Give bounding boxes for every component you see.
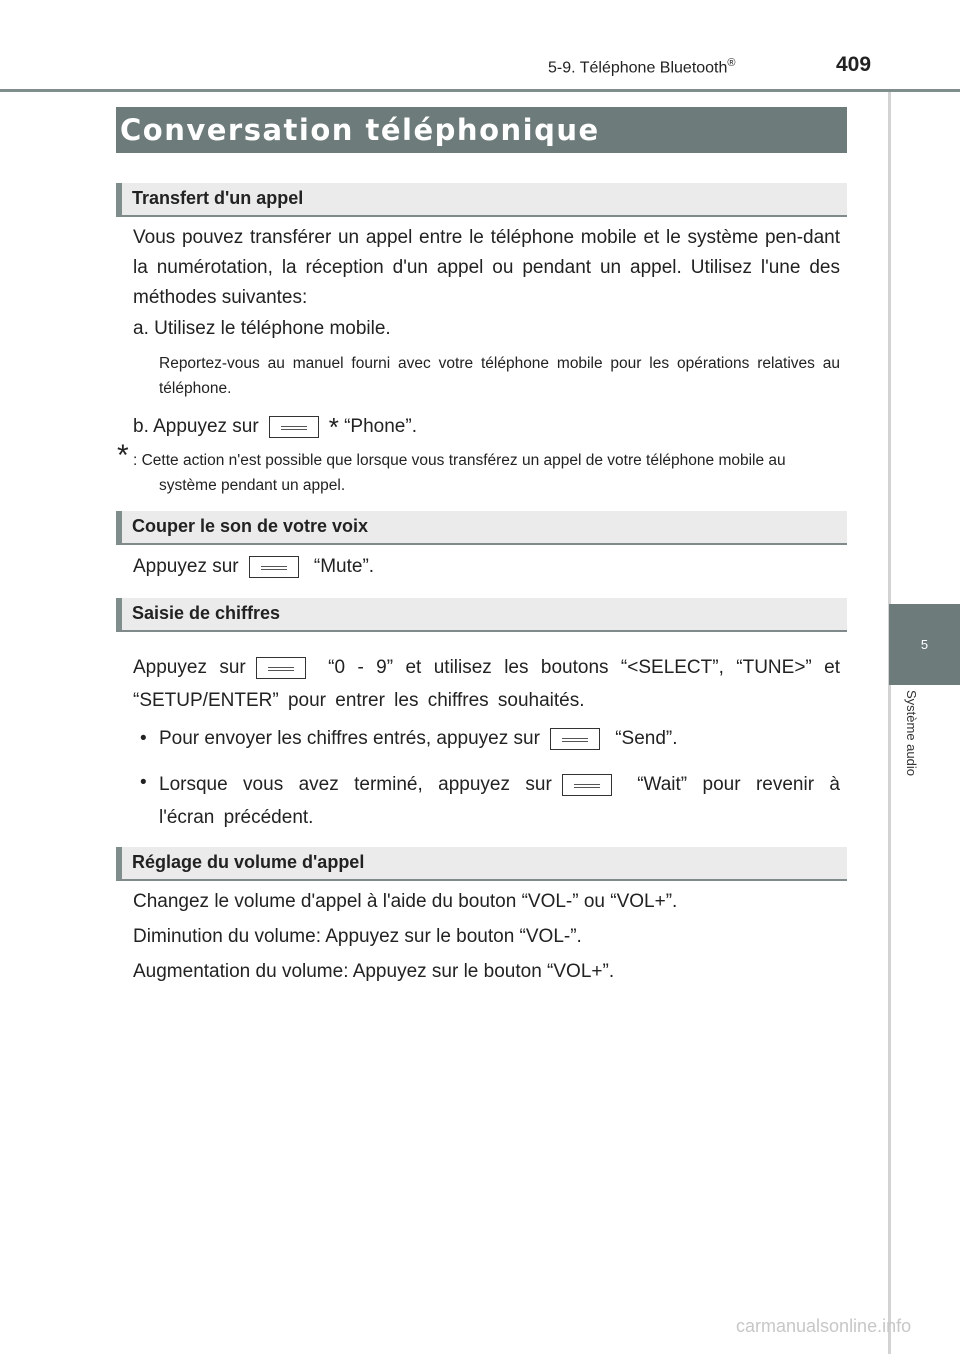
wait-suffix: “Wait” pour revenir à l'écran précédent. xyxy=(159,774,840,828)
page-title-bar xyxy=(116,107,847,153)
page-title: Conversation téléphonique xyxy=(120,113,600,147)
digits-prefix: Appuyez sur xyxy=(133,657,246,678)
running-header xyxy=(548,57,736,77)
footnote-asterisk: * xyxy=(117,439,129,472)
section-heading: Saisie de chiffres xyxy=(132,603,281,623)
digits-bullet-wait xyxy=(159,768,840,834)
transfer-option-a: a. Utilisez le téléphone mobile. xyxy=(133,318,391,339)
transfer-option-a-note: Reportez-vous au manuel fourni avec votre téléphone mobile pour les opérations relatives au téléphone. xyxy=(159,355,840,397)
section-heading: Couper le son de votre voix xyxy=(132,516,369,536)
wait-prefix: Lorsque vous avez terminé, appuyez sur xyxy=(159,774,552,795)
section-header-transfer xyxy=(116,183,847,217)
digits-instruction xyxy=(133,651,840,717)
section-header-mute xyxy=(116,511,847,545)
registered-mark: ® xyxy=(727,57,736,69)
send-prefix: Pour envoyer les chiffres entrés, appuyez sur xyxy=(159,728,540,749)
volume-line-3: Augmentation du volume: Appuyez sur le bouton “VOL+”. xyxy=(133,961,615,982)
screen-button-icon xyxy=(269,416,319,438)
chapter-label: Système audio xyxy=(904,690,919,776)
transfer-option-b xyxy=(133,408,417,442)
digits-bullet-send xyxy=(159,724,678,754)
header-rule xyxy=(0,89,960,92)
side-rule xyxy=(888,92,891,1354)
section-title: 5-9. Téléphone Bluetooth xyxy=(548,59,728,77)
section-header-digits xyxy=(116,598,847,632)
transfer-footnote: : Cette action n'est possible que lorsque vous transférez un appel de votre téléphone mobile au système pendant un appel. xyxy=(133,452,786,494)
bullet-mark: • xyxy=(140,772,147,793)
screen-button-icon xyxy=(550,728,600,750)
option-b-suffix: “Phone”. xyxy=(344,416,417,437)
screen-button-icon xyxy=(249,556,299,578)
mute-suffix: “Mute”. xyxy=(313,556,375,577)
chapter-tab: 5 xyxy=(889,604,960,685)
mute-prefix: Appuyez sur xyxy=(133,556,239,577)
screen-button-icon xyxy=(562,774,612,796)
asterisk-mark: * xyxy=(328,412,339,442)
watermark-text: carmanualsonline.info xyxy=(736,1316,912,1336)
volume-line-1: Changez le volume d'appel à l'aide du bouton “VOL-” ou “VOL+”. xyxy=(133,891,678,912)
screen-button-icon xyxy=(256,657,306,679)
send-suffix: “Send”. xyxy=(615,728,678,749)
page-number: 409 xyxy=(836,53,872,76)
transfer-intro: Vous pouvez transférer un appel entre le téléphone mobile et le système pen-dant la numérotation, la réception d'un appel ou pendant un appel. Utilisez l'une des méthodes suivantes: xyxy=(133,227,840,308)
section-heading: Réglage du volume d'appel xyxy=(132,852,365,872)
section-heading: Transfert d'un appel xyxy=(132,188,304,208)
bullet-mark: • xyxy=(140,728,147,749)
digits-suffix: “0 - 9” et utilisez les boutons “<SELECT”, “TUNE>” et “SETUP/ENTER” pour entrer les chiffres souhaités. xyxy=(133,657,840,711)
volume-line-2: Diminution du volume: Appuyez sur le bouton “VOL-”. xyxy=(133,926,582,947)
mute-instruction xyxy=(133,552,374,582)
section-header-volume xyxy=(116,847,847,881)
option-b-prefix: b. Appuyez sur xyxy=(133,416,259,437)
